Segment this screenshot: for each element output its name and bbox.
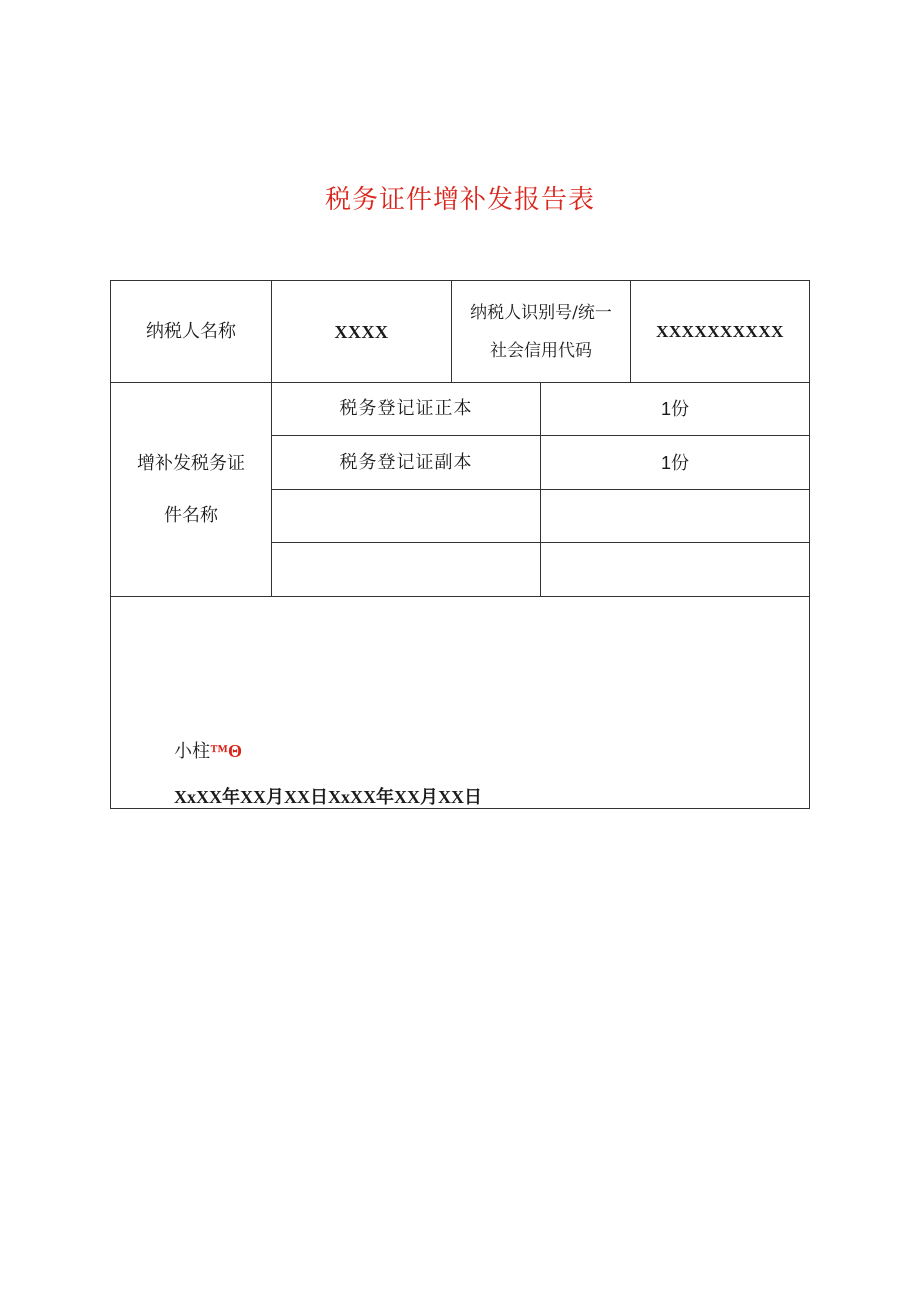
cert-name-cell: 税务登记证副本: [339, 451, 473, 473]
taxpayer-id-label-line2: 社会信用代码: [490, 340, 592, 361]
taxpayer-name-value: XXXX: [334, 321, 389, 342]
taxpayer-id-label-line1: 纳税人识别号/统一: [470, 302, 612, 323]
taxpayer-name-label: 纳税人名称: [146, 320, 236, 342]
signature-line: [174, 737, 242, 763]
cert-count-cell: [541, 490, 809, 542]
taxpayer-id-value: XXXXXXXXXX: [656, 321, 784, 341]
cert-section-label-line1: 增补发税务证: [137, 452, 245, 474]
taxpayer-id-label: [452, 281, 630, 382]
signature-mark: ™Θ: [210, 741, 243, 761]
date-line: XxXX年XX月XX日XxXX年XX月XX日: [174, 787, 482, 807]
row-divider: [111, 596, 809, 597]
cert-count-cell: 1份: [660, 452, 689, 473]
document-title: 税务证件增补发报告表: [324, 185, 595, 215]
cert-count-cell: 1份: [660, 399, 689, 419]
cert-count-cell: [541, 543, 809, 596]
cert-section-label-line2: 件名称: [164, 504, 218, 526]
cert-name-cell: [272, 543, 540, 596]
cert-name-cell: 税务登记证正本: [339, 398, 473, 419]
signature-text: 小柱: [174, 741, 210, 761]
report-form-table: [110, 280, 810, 809]
cert-section-label: [111, 383, 271, 596]
cert-name-cell: [272, 490, 540, 542]
